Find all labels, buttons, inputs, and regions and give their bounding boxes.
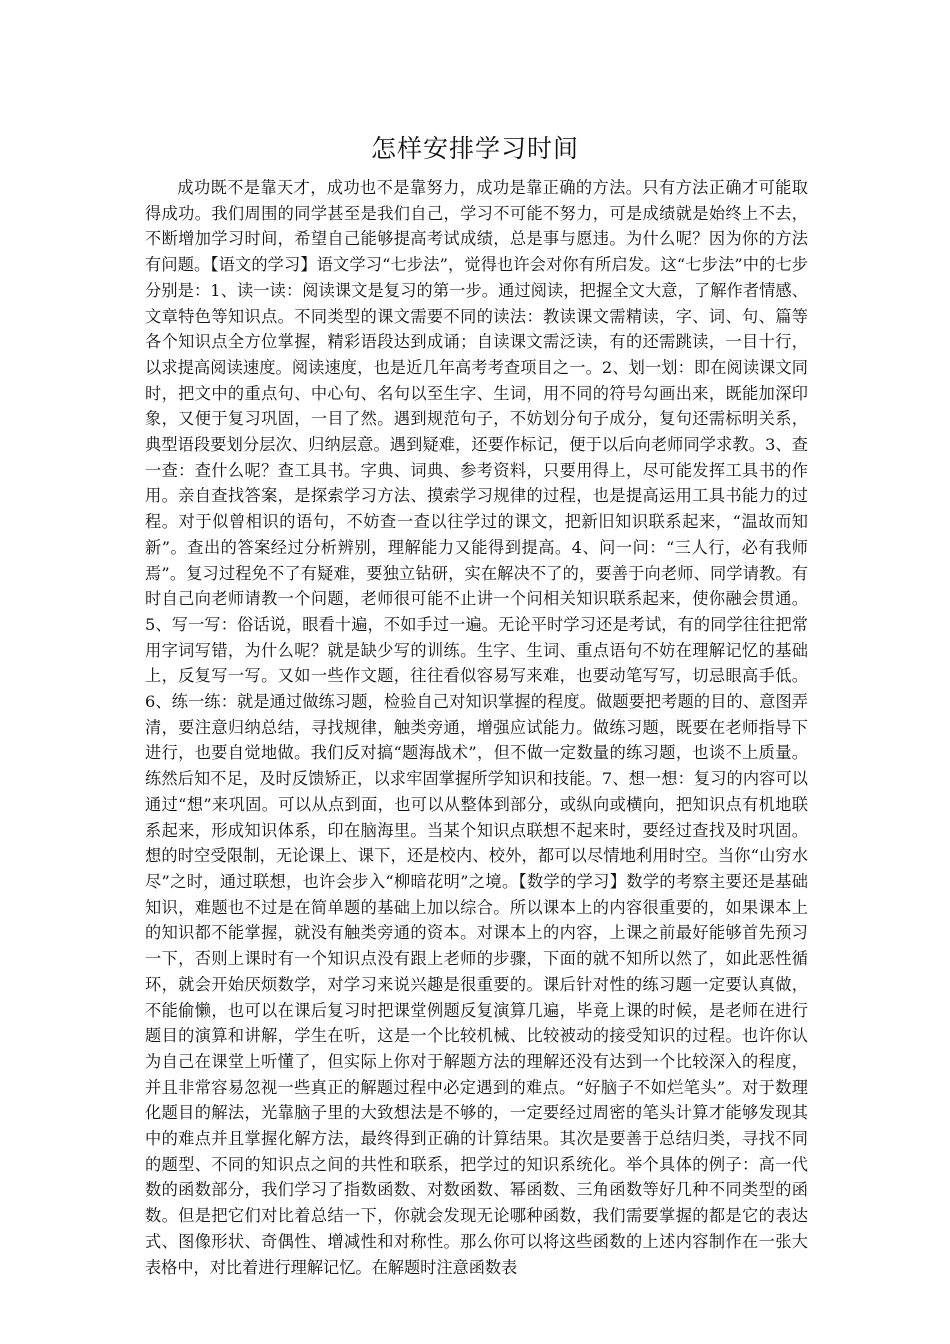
document-body-paragraph: 成功既不是靠天才，成功也不是靠努力，成功是靠正确的方法。只有方法正确才可能取得成功。我们周围的同学甚至是我们自己，学习不可能不努力，可是成绩就是始终上不去，不断增加学习时间，希望自己能够提高考试成绩，总是事与愿违。为什么呢？因为你的方法有问题。【语文的学习】语文学习“七步法”，觉得也许会对你有所启发。这“七步法”中的七步分别是：1、读一读：阅读课文是复习的第一步。通过阅读，把握全文大意，了解作者情感、文章特色等知识点。不同类型的课文需要不同的读法：教读课文需精读，字、词、句、篇等各个知识点全方位掌握，精彩语段达到成诵；自读课文需泛读，有的还需跳读，一目十行，以求提高阅读速度。阅读速度，也是近几年高考考查项目之一。2、划一划：即在阅读课文同时，把文中的重点句、中心句、名句以至生字、生词，用不同的符号勾画出来，既能加深印象，又便于复习巩固，一目了然。遇到规范句子，不妨划分句子成分，复句还需标明关系，典型语段要划分层次、归纳层意。遇到疑难，还要作标记，便于以后向老师同学求教。3、查一查：查什么呢？查工具书。字典、词典、参考资料，只要用得上，尽可能发挥工具书的作用。亲自查找答案，是探索学习方法、摸索学习规律的过程，也是提高运用工具书能力的过程。对于似曾相识的语句，不妨查一查以往学过的课文，把新旧知识联系起来，“温故而知新”。查出的答案经过分析辨别，理解能力又能得到提高。4、问一问：“三人行，必有我师焉”。复习过程免不了有疑难，要独立钻研，实在解决不了的，要善于向老师、同学请教。有时自己向老师请教一个问题，老师很可能不止讲一个问相关知识联系起来，使你融会贯通。5、写一写：俗话说，眼看十遍，不如手过一遍。无论平时学习还是考试，有的同学往往把常用字词写错，为什么呢？就是缺少写的训练。生字、生词、重点语句不妨在理解记忆的基础上，反复写一写。又如一些作文题，往往看似容易写来难，也要动笔写写，切忌眼高手低。6、练一练：就是通过做练习题，检验自己对知识掌握的程度。做题要把考题的目的、意图弄清，要注意归纳总结，寻找规律，触类旁通，增强应试能力。做练习题，既要在老师指导下进行，也要自觉地做。我们反对搞“题海战术”，但不做一定数量的练习题，也谈不上质量。练然后知不足，及时反馈矫正，以求牢固掌握所学知识和技能。7、想一想：复习的内容可以通过“想”来巩固。可以从点到面，也可以从整体到部分，或纵向或横向，把知识点有机地联系起来，形成知识体系，印在脑海里。当某个知识点联想不起来时，要经过查找及时巩固。想的时空受限制，无论课上、课下，还是校内、校外，都可以尽情地利用时空。当你“山穷水尽”之时，通过联想，也许会步入“柳暗花明”之境。【数学的学习】数学的考察主要还是基础知识，难题也不过是在简单题的基础上加以综合。所以课本上的内容很重要的，如果课本上的知识都不能掌握，就没有触类旁通的资本。对课本上的内容，上课之前最好能够首先预习一下，否则上课时有一个知识点没有跟上老师的步骤，下面的就不知所以然了，如此恶性循环，就会开始厌烦数学，对学习来说兴趣是很重要的。课后针对性的练习题一定要认真做，不能偷懒，也可以在课后复习时把课堂例题反复演算几遍，毕竟上课的时候，是老师在进行题目的演算和讲解，学生在听，这是一个比较机械、比较被动的接受知识的过程。也许你认为自己在课堂上听懂了，但实际上你对于解题方法的理解还没有达到一个比较深入的程度，并且非常容易忽视一些真正的解题过程中必定遇到的难点。“好脑子不如烂笔头”。对于数理化题目的解法，光靠脑子里的大致想法是不够的，一定要经过周密的笔头计算才能够发现其中的难点并且掌握化解方法，最终得到正确的计算结果。其次是要善于总结归类，寻找不同的题型、不同的知识点之间的共性和联系，把学过的知识系统化。举个具体的例子：高一代数的函数部分，我们学习了指数函数、对数函数、幂函数、三角函数等好几种不同类型的函数。但是把它们对比着总结一下，你就会发现无论哪种函数，我们需要掌握的都是它的表达式、图像形状、奇偶性、增减性和对称性。那么你可以将这些函数的上述内容制作在一张大表格中，对比着进行理解记忆。在解题时注意函数表 — [145, 178, 808, 1277]
document-title: 怎样安排学习时间 — [370, 134, 579, 163]
